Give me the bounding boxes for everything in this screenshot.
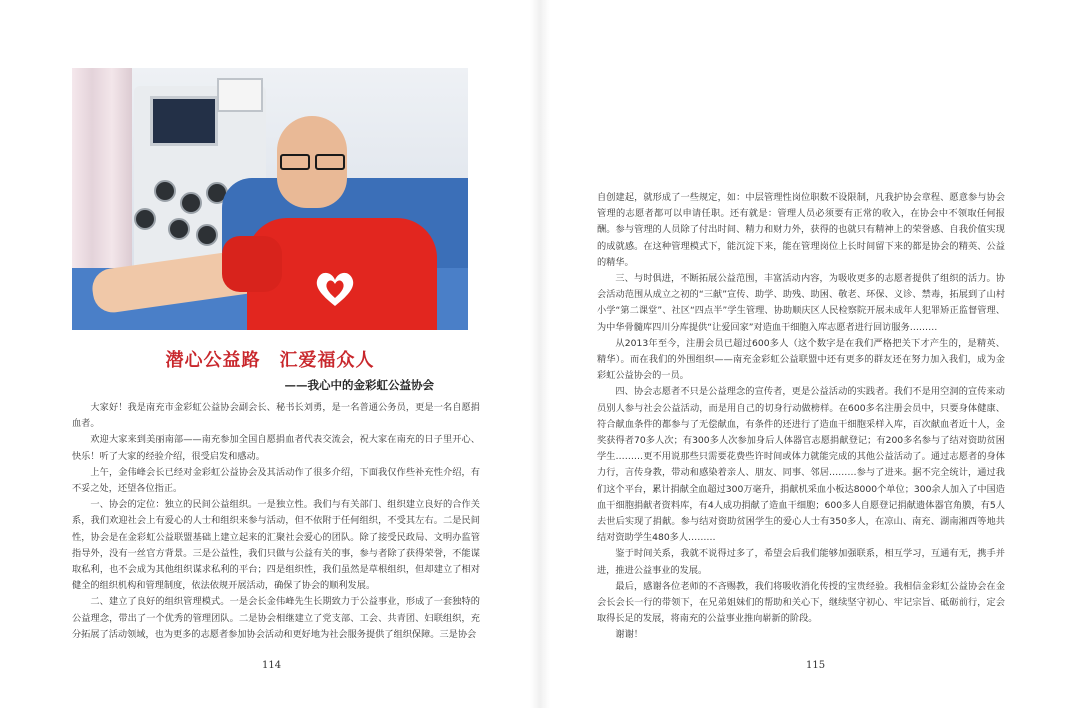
book-gutter — [530, 0, 550, 708]
paragraph: 鉴于时间关系，我就不说得过多了，希望会后我们能够加强联系，相互学习，互通有无，携手并进，推进公益事业的发展。 — [597, 548, 1005, 576]
paragraph: 四、协会志愿者不只是公益理念的宣传者，更是公益活动的实践者。我们不是用空洞的宣传来动员别人参与社会公益活动，而是用自己的切身行动做榜样。在600多名注册会员中，只要身体健康、符合献血条件的都参与了无偿献血，有条件的还进行了造血干细胞采样入库，百次献血者近十人，金奖获得者70多人次；有300多人次参加身后人体器官志愿捐献登记；有200多名参与了结对资助贫困学生………更不用说那些只需要花费些许时间或体力就能完成的其他公益活动了。通过志愿者的身体力行，言传身教，带动和感染着亲人、朋友、同事、邻居………参与了进来。据不完全统计，通过我们这个平台，累计捐献全血超过300万毫升，捐献机采血小板达8000个单位；300余人加入了中国造血干细胞捐献者资料库，有4人成功捐献了造血干细胞；600多人自愿登记捐献遗体器官角膜，有5人去世后实现了捐献。参与结对资助贫困学生的爱心人士有350多人，在凉山、南充、湖南湘西等地共结对资助学生480多人……… — [597, 386, 1005, 544]
article-subtitle: ——我心中的金彩虹公益协会 — [284, 378, 434, 392]
paragraph: 大家好！我是南充市金彩虹公益协会副会长、秘书长刘勇，是一名普通公务员，更是一名自愿捐血者。 — [72, 402, 480, 430]
article-title: 潜心公益路 汇爱福众人 — [165, 350, 375, 371]
paragraph: 自创建起，就形成了一些规定，如：中层管理性岗位职数不设限制，凡我护协会章程、愿意参与协会管理的志愿者都可以申请任职。还有就是：管理人员必须要有正常的收入，在协会中不领取任何报酬。参与管理的人员除了付出时间、精力和财力外，获得的也就只有精神上的荣誉感、自我价值实现的成就感。在这种管理模式下，能沉淀下来，能在管理岗位上长时间留下来的都是协会的精英、公益的精华。 — [597, 192, 1005, 268]
paragraph: 二、建立了良好的组织管理模式。一是会长金伟峰先生长期致力于公益事业，形成了一套独特的公益理念，带出了一个优秀的管理团队。二是协会相继建立了党支部、工会、共青团、妇联组织，充分拓展了活动领域，也为更多的志愿者参加协会活动和更好地为社会服务提供了组织保障。三是协会 — [72, 596, 480, 640]
blood-donor-photo — [72, 68, 468, 330]
left-body-text — [72, 400, 480, 643]
paragraph: 三、与时俱进，不断拓展公益范围，丰富活动内容，为吸收更多的志愿者提供了组织的活力。协会活动范围从成立之初的“三献”宣传、助学、助残、助困、敬老、环保、义诊、禁毒，拓展到了山村小学“第二课堂”、社区“四点半”学生管理、协助顺庆区人民检察院开展未成年人犯罪矫正监督管理、为中华骨髓库四川分库提供“让爱回家”对造血干细胞入库志愿者进行回访服务……… — [597, 273, 1005, 333]
paragraph: 上午，金伟峰会长已经对金彩虹公益协会及其活动作了很多介绍，下面我仅作些补充性介绍，有不妥之处，还望各位指正。 — [72, 466, 480, 495]
paragraph: 从2013年至今，注册会员已超过600多人（这个数字是在我们严格把关下才产生的，是精英、精华）。而在我们的外围组织——南充金彩虹公益联盟中还有更多的群友还在努力加入我们，成为金彩虹公益协会的一员。 — [597, 337, 1005, 382]
paragraph: 欢迎大家来到美丽南部——南充参加全国自愿捐血者代表交流会，祝大家在南充的日子里开心、快乐！听了大家的经验介绍，很受启发和感动。 — [72, 434, 480, 462]
paragraph: 谢谢！ — [615, 629, 643, 641]
paragraph: 一、协会的定位：独立的民间公益组织。一是独立性。我们与有关部门、组织建立良好的合作关系，我们欢迎社会上有爱心的人士和组织来参与活动，但不依附于任何组织，不受其左右。二是民间性，协会是在金彩虹公益联盟基础上建立起来的汇聚社会爱心的团队。除了接受民政局、文明办监管指导外，没有一丝官方背景。三是公益性，我们只做与公益有关的事，参与者除了获得荣誉，不能谋取私利，也不会成为其他组织谋求私利的平台；四是组织性，我们虽然是草根组织，但却建立了相对健全的组织机构和管理制度，依法依规开展活动，确保了协会的顺利发展。 — [72, 499, 480, 592]
paragraph: 最后，感谢各位老师的不吝赐教，我们将吸收消化传授的宝贵经验。我相信金彩虹公益协会在金会长会长一行的带领下，在兄弟姐妹们的帮助和关心下，继续坚守初心、牢记宗旨、砥砺前行，定会取得长足的发展，将南充的公益事业推向崭新的阶段。 — [597, 580, 1005, 625]
heart-logo-icon — [312, 268, 358, 308]
page-number-left: 114 — [262, 660, 282, 671]
machine-screen-graphic — [150, 96, 218, 146]
page-number-right: 115 — [806, 660, 826, 671]
glasses-graphic — [277, 154, 347, 168]
right-body-text — [597, 190, 1005, 644]
